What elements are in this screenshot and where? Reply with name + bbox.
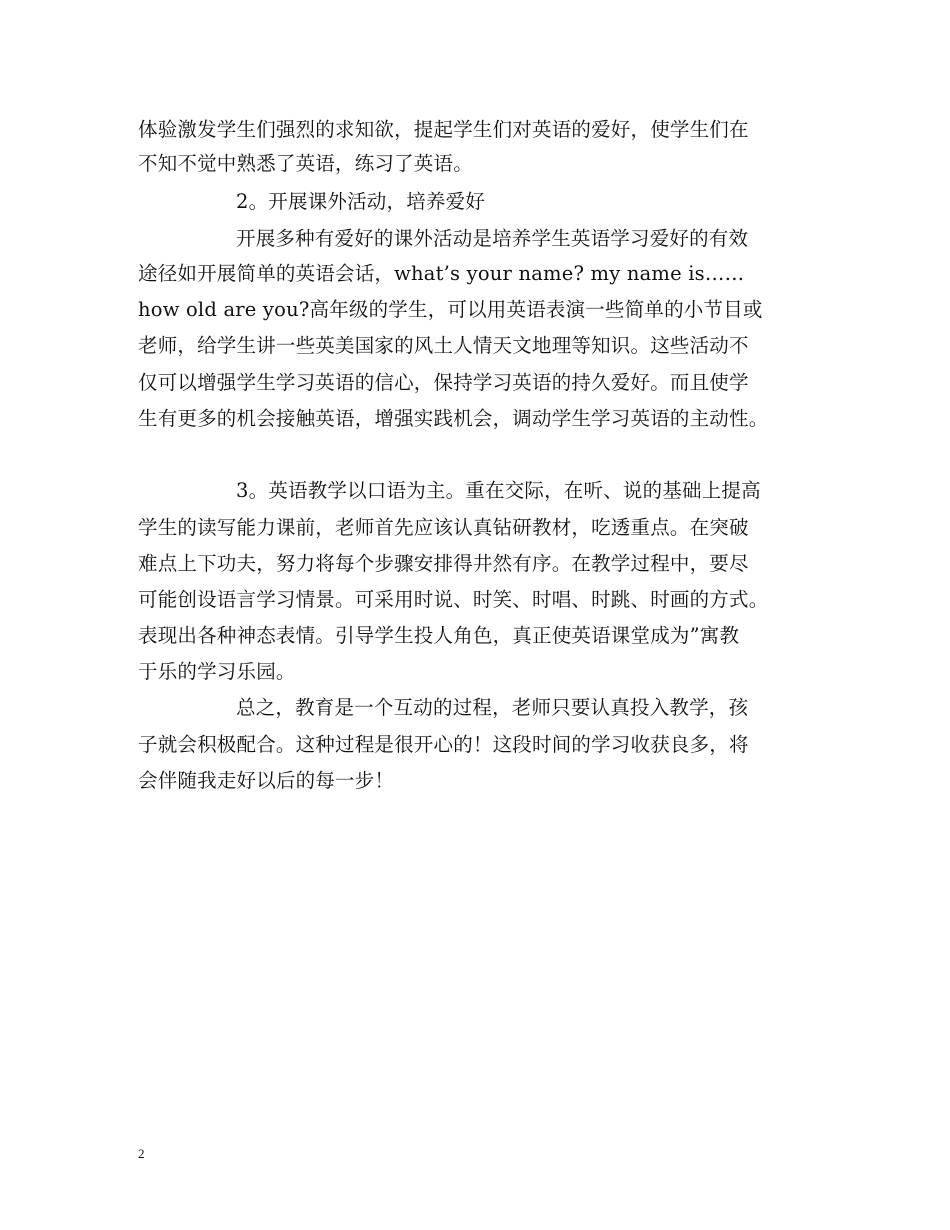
text-line: 子就会积极配合。这种过程是很开心的！这段时间的学习收获良多，将 <box>138 733 749 756</box>
text-line: 难点上下功夫，努力将每个步骤安排得井然有序。在教学过程中，要尽 <box>138 552 749 575</box>
text-line: 老师，给学生讲一些英美国家的风土人情天文地理等知识。这些活动不 <box>138 334 749 357</box>
text-line: 总之，教育是一个互动的过程，老师只要认真投入教学，孩 <box>236 696 749 719</box>
text-line: 仅可以增强学生学习英语的信心，保持学习英语的持久爱好。而且使学 <box>138 371 749 394</box>
text-line: 开展多种有爱好的课外活动是培养学生英语学习爱好的有效 <box>236 227 749 250</box>
section-heading: 2。开展课外活动，培养爱好 <box>236 190 486 213</box>
text-line: 于乐的学习乐园。 <box>138 660 296 683</box>
text-line: 体验激发学生们强烈的求知欲，提起学生们对英语的爱好，使学生们在 <box>138 118 749 141</box>
text-line: 会伴随我走好以后的每一步！ <box>138 769 395 792</box>
text-line: 可能创设语言学习情景。可采用时说、时笑、时唱、时跳、时画的方式。 <box>138 588 769 611</box>
text-line: 途径如开展简单的英语会话，what’s your name? my name is…… <box>138 262 745 285</box>
text-line: 学生的读写能力课前，老师首先应该认真钻研教材，吃透重点。在突破 <box>138 516 749 539</box>
section-heading: 3。英语教学以口语为主。重在交际，在听、说的基础上提高 <box>236 479 761 502</box>
text-line: 生有更多的机会接触英语，增强实践机会，调动学生学习英语的主动性。 <box>138 407 769 430</box>
page-number: 2 <box>138 1146 145 1161</box>
text-line: how old are you?高年级的学生，可以用英语表演一些简单的小节目或 <box>138 298 763 321</box>
text-line: 不知不觉中熟悉了英语，练习了英语。 <box>138 152 473 175</box>
text-line: 表现出各种神态表情。引导学生投人角色，真正使英语课堂成为”寓教 <box>138 624 740 647</box>
